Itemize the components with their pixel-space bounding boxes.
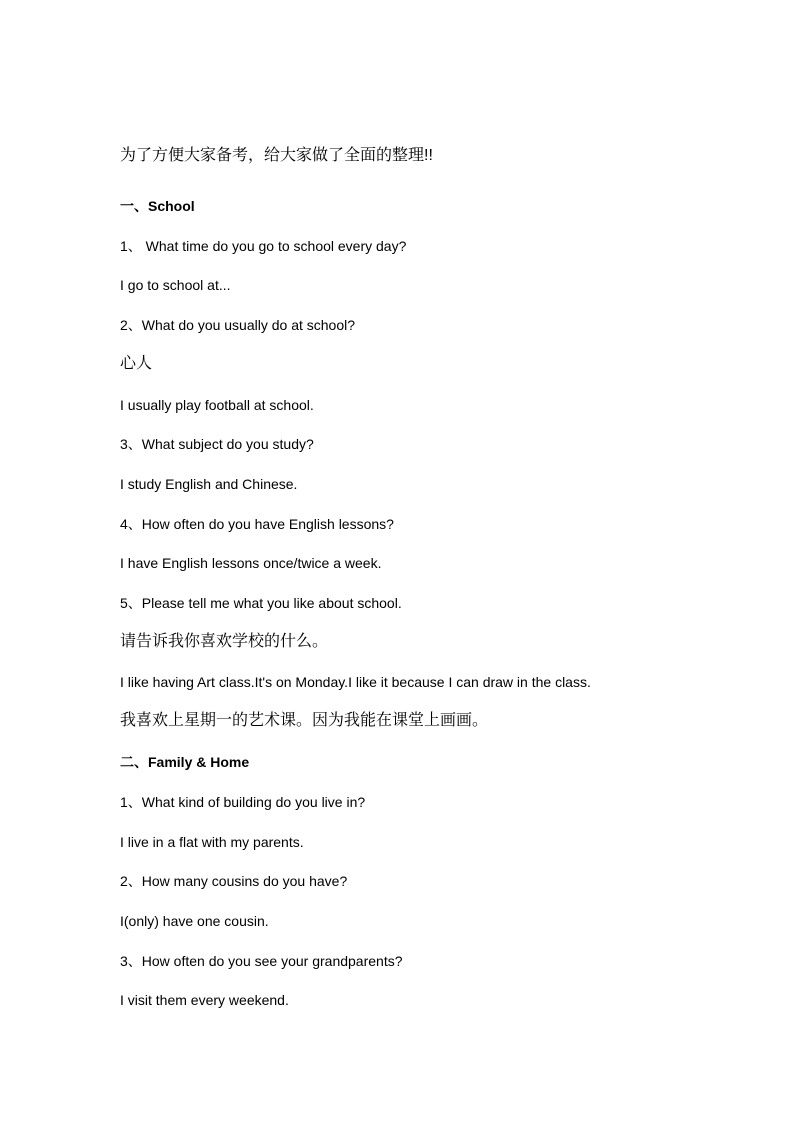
- answer-cousins: I(only) have one cousin.: [120, 913, 269, 929]
- answer-1: I go to school at...: [120, 277, 231, 293]
- question-1-school-time: 1、 What time do you go to school every day?: [120, 238, 407, 254]
- question-5-translation: 请告诉我你喜欢学校的什么。: [120, 633, 329, 650]
- answer-building: I live in a flat with my parents.: [120, 834, 304, 850]
- question-1-building: 1、What kind of building do you live in?: [120, 794, 366, 810]
- question-2-school-activity: 2、What do you usually do at school?: [120, 317, 356, 333]
- stray-text: 心人: [120, 355, 153, 372]
- answer-5: I like having Art class.It's on Monday.I like it because I can draw in the class.: [120, 674, 591, 690]
- section-heading-family-home: 二、Family & Home: [120, 754, 250, 770]
- question-4-lessons: 4、How often do you have English lessons?: [120, 516, 394, 532]
- question-2-cousins: 2、How many cousins do you have?: [120, 873, 348, 889]
- question-3-grandparents: 3、How often do you see your grandparents?: [120, 953, 403, 969]
- intro-text: 为了方便大家备考，给大家做了全面的整理!!: [120, 147, 433, 164]
- question-3-subject: 3、What subject do you study?: [120, 436, 314, 452]
- answer-3: I study English and Chinese.: [120, 476, 298, 492]
- answer-grandparents: I visit them every weekend.: [120, 992, 289, 1008]
- answer-4: I have English lessons once/twice a week.: [120, 555, 382, 571]
- section-heading-school: 一、School: [120, 198, 195, 214]
- question-5-like-school: 5、Please tell me what you like about school.: [120, 595, 402, 611]
- answer-5-translation: 我喜欢上星期一的艺术课。因为我能在课堂上画画。: [120, 712, 489, 729]
- answer-2: I usually play football at school.: [120, 397, 314, 413]
